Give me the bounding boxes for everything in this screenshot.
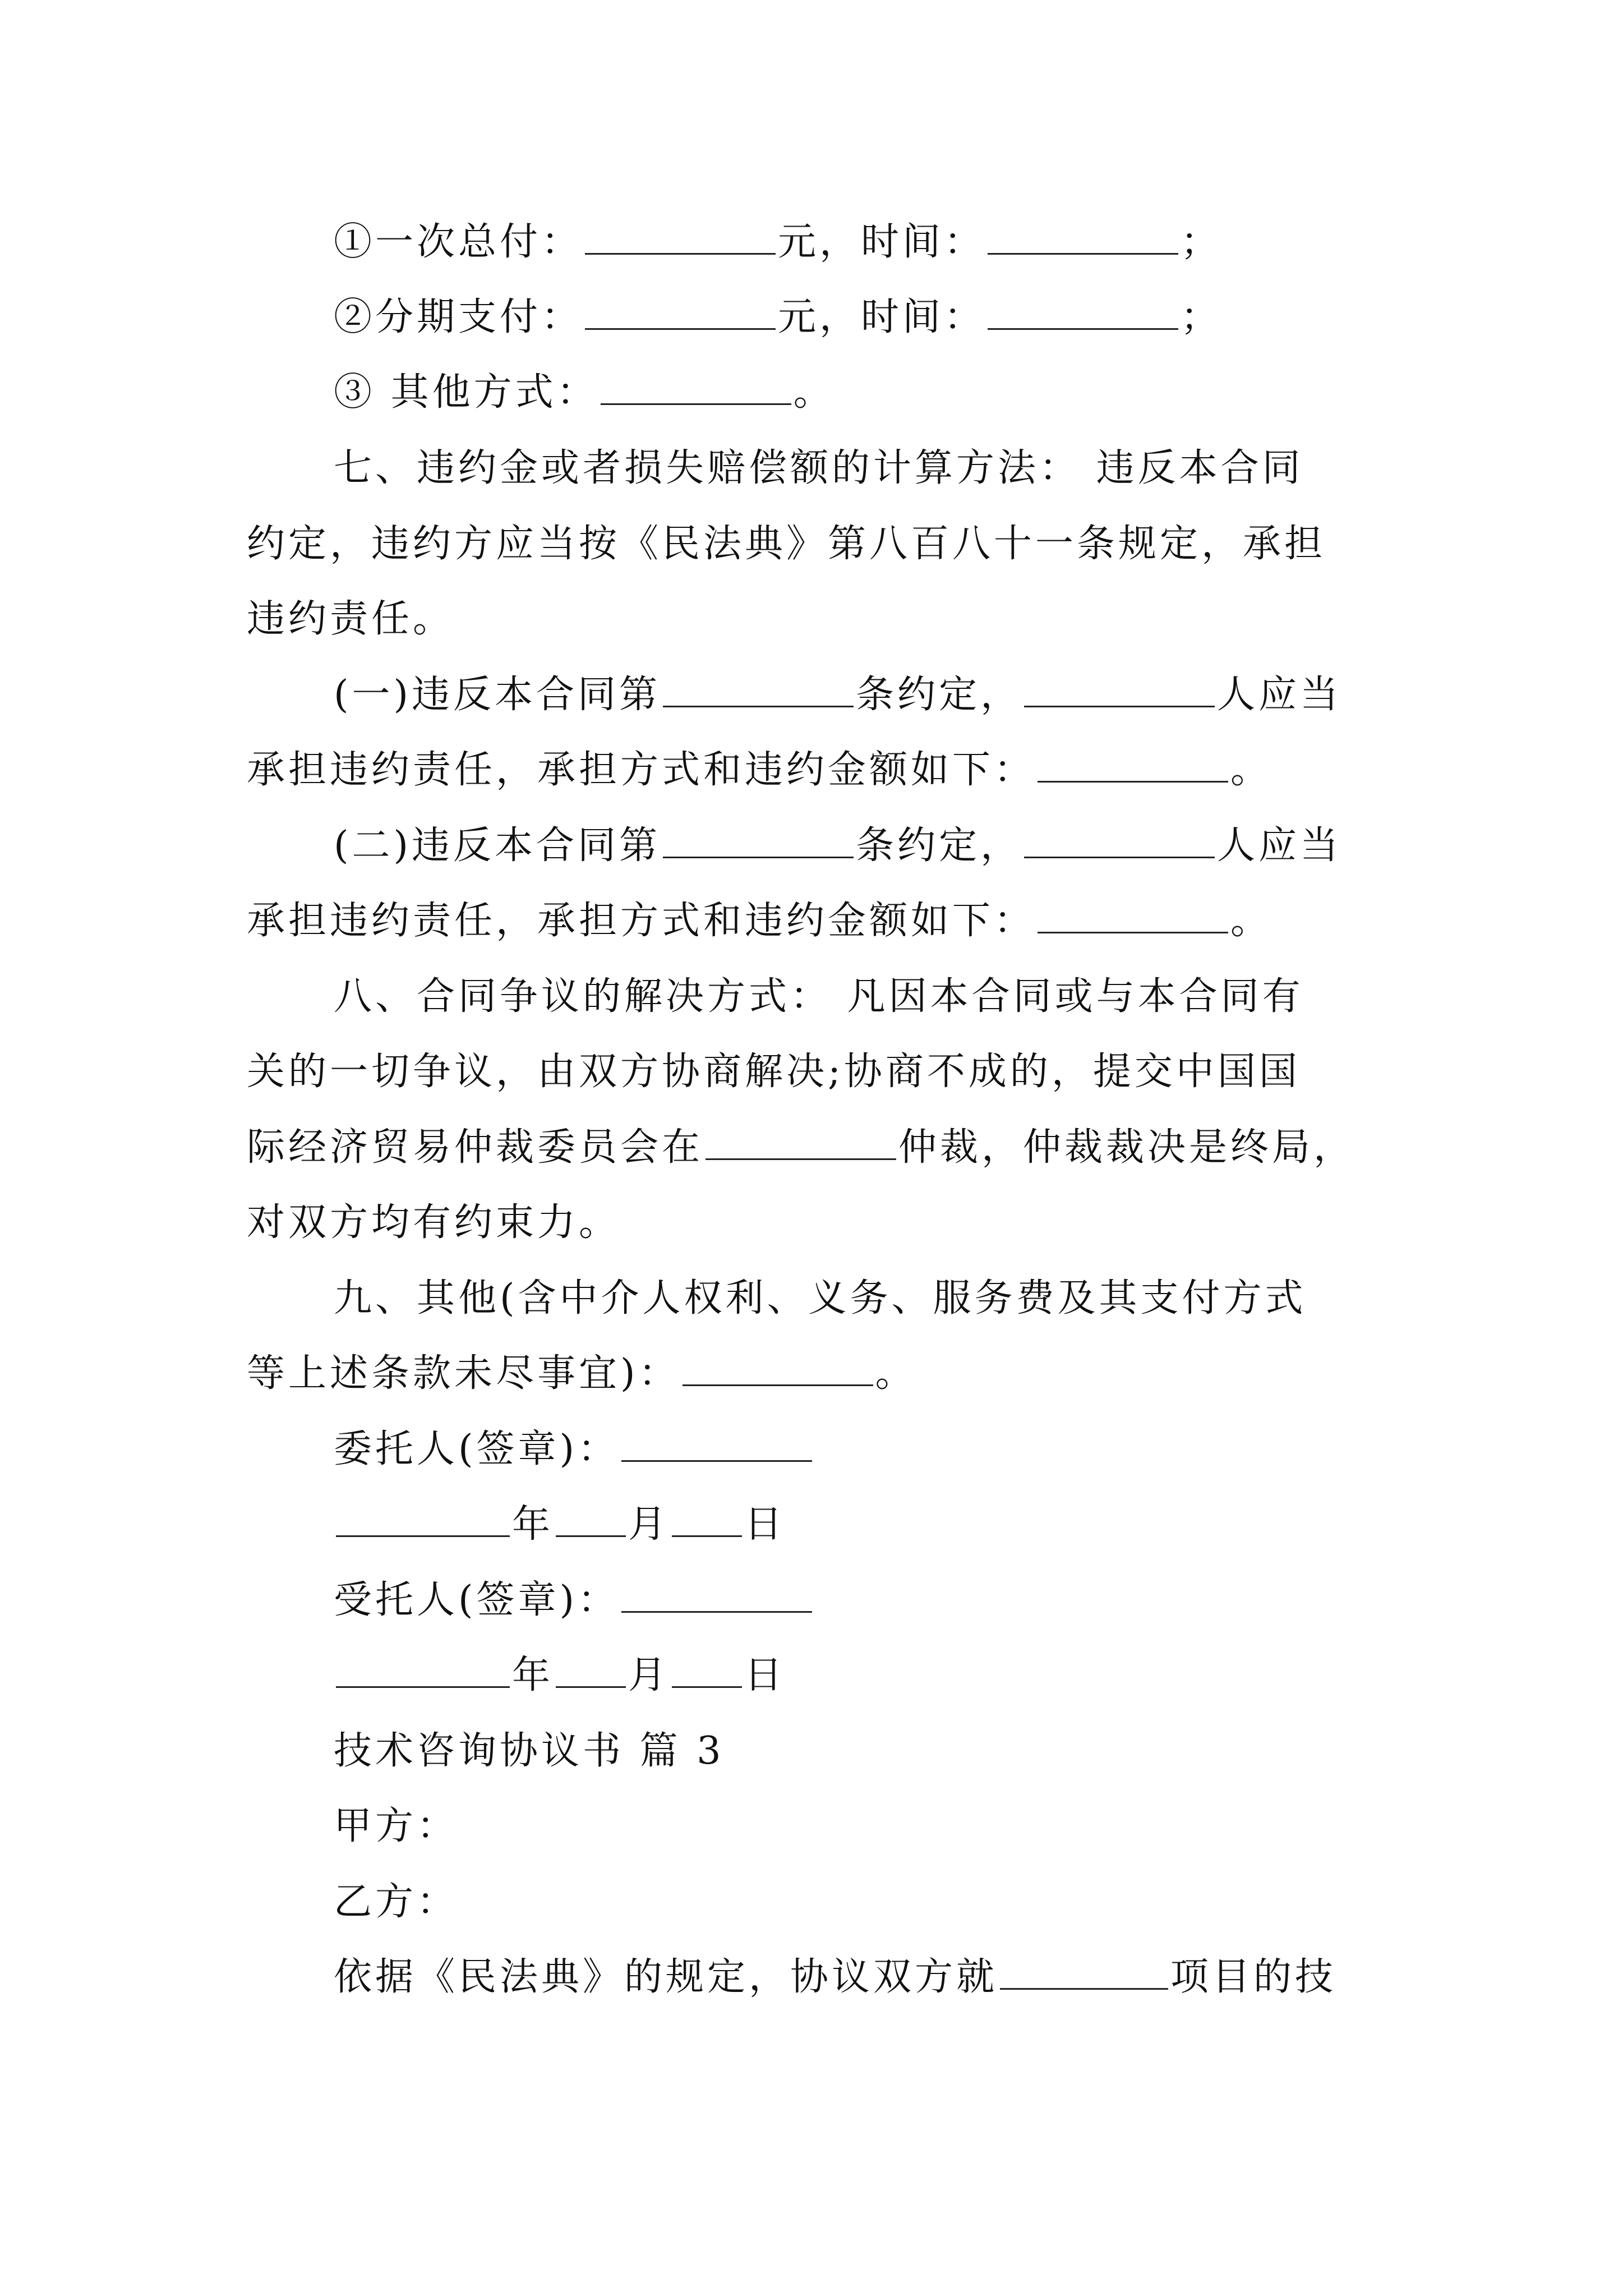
blank-field	[988, 293, 1178, 330]
section-7-text-line: 违约责任。	[247, 597, 455, 641]
day-blank	[672, 1501, 742, 1537]
payment-installment-line: ②分期支付： 元，时间： ；	[334, 292, 1388, 343]
agreement-title: 技术咨询协议书 篇 3	[334, 1729, 725, 1773]
year-blank	[336, 1651, 510, 1688]
blank-field	[1038, 746, 1228, 783]
breach-clause-1-line: 承担违约责任，承担方式和违约金额如下： 。	[247, 745, 1385, 795]
party-a-line: 甲方：	[334, 1804, 459, 1848]
breach-clause-2-line: 承担违约责任，承担方式和违约金额如下： 。	[247, 896, 1385, 946]
year-blank	[336, 1501, 510, 1537]
section-8-text-line: 对双方均有约束力。	[247, 1200, 621, 1245]
blank-field	[601, 369, 791, 405]
blank-field	[1024, 822, 1215, 858]
blank-field	[1024, 671, 1215, 707]
blank-field	[663, 671, 854, 707]
section-8-heading-line: 八、合同争议的解决方式： 凡因本合同或与本合同有	[334, 974, 1304, 1019]
blank-field	[585, 218, 776, 255]
blank-field	[1038, 897, 1228, 933]
section-8-text-line: 关的一切争议，由双方协商解决;协商不成的，提交中国国	[247, 1050, 1301, 1094]
section-8-text-line: 际经济贸易仲裁委员会在 仲裁，仲裁裁决是终局，	[247, 1122, 1385, 1173]
breach-clause-2-line: (二)违反本合同第 条约定， 人应当	[334, 821, 1388, 871]
blank-field	[585, 293, 776, 330]
section-7-text-line: 约定，违约方应当按《民法典》第八百八十一条规定，承担	[247, 522, 1326, 566]
principal-date-line: 年 月 日	[334, 1499, 1388, 1550]
principal-signature-line: 委托人(签章)：	[334, 1424, 1388, 1475]
section-9-text-line: 等上述条款未尽事宜)： 。	[247, 1349, 1385, 1399]
agreement-intro-line: 依据《民法典》的规定，协议双方就 项目的技	[334, 1952, 1388, 2003]
payment-other-line: ③ 其他方式： 。	[334, 367, 1388, 418]
party-b-line: 乙方：	[334, 1880, 459, 1924]
month-blank	[556, 1501, 626, 1537]
month-blank	[556, 1651, 626, 1688]
blank-field	[706, 1124, 896, 1160]
blank-field	[663, 822, 854, 858]
day-blank	[672, 1651, 742, 1688]
payment-lump-sum-line: ①一次总付： 元，时间： ；	[334, 217, 1388, 268]
signature-blank	[621, 1576, 812, 1613]
section-9-heading-line: 九、其他(含中介人权利、义务、服务费及其支付方式	[334, 1276, 1307, 1320]
blank-field	[988, 218, 1178, 255]
section-7-heading-line: 七、违约金或者损失赔偿额的计算方法： 违反本合同	[334, 446, 1304, 490]
blank-field	[1000, 1953, 1168, 1990]
breach-clause-1-line: (一)违反本合同第 条约定， 人应当	[334, 670, 1388, 720]
signature-blank	[621, 1425, 812, 1462]
agent-signature-line: 受托人(签章)：	[334, 1575, 1388, 1626]
blank-field	[683, 1350, 873, 1386]
agent-date-line: 年 月 日	[334, 1650, 1388, 1701]
